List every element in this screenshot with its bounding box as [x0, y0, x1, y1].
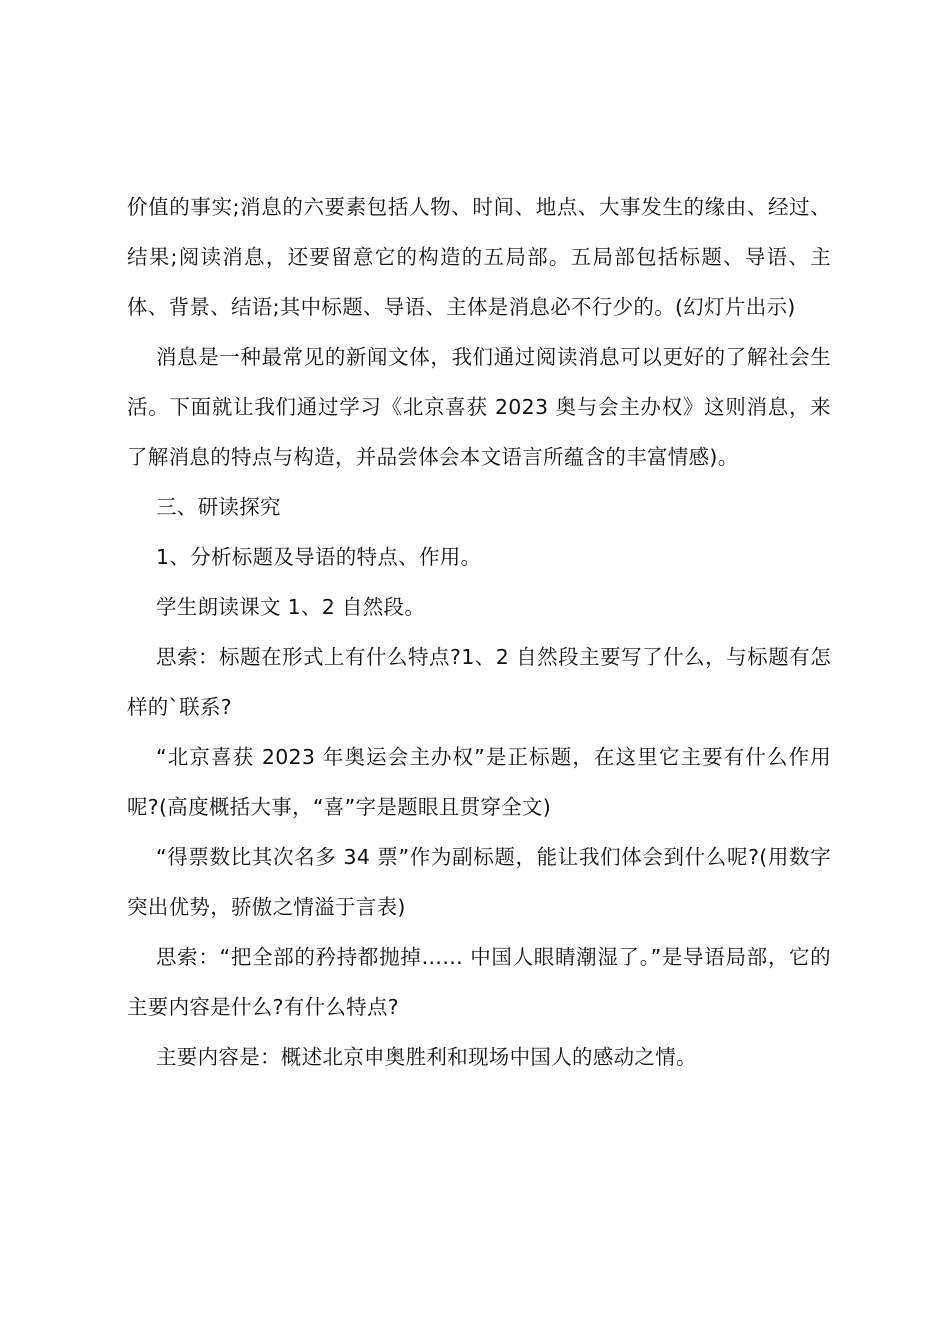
paragraph: “得票数比其次名多 34 票”作为副标题，能让我们体会到什么呢?(用数字突出优势，骄傲之情溢于言表)	[127, 845, 831, 919]
paragraph: 学生朗读课文 1、2 自然段。	[156, 595, 426, 619]
paragraph: 主要内容是：概述北京申奥胜利和现场中国人的感动之情。	[156, 1045, 697, 1069]
paragraph: 消息是一种最常见的新闻文体，我们通过阅读消息可以更好的了解社会生活。下面就让我们通过学习《北京喜获 2023 奥与会主办权》这则消息，来了解消息的特点与构造，并品尝体会本文语言所蕴含的丰富情感)。	[127, 345, 831, 469]
paragraph: 价值的事实;消息的六要素包括人物、时间、地点、大事发生的缘由、经过、结果;阅读消息，还要留意它的构造的五局部。五局部包括标题、导语、主体、背景、结语;其中标题、导语、主体是消息必不行少的。(幻灯片出示)	[127, 195, 831, 319]
paragraph: 思索：“把全部的矜持都抛掉…… 中国人眼睛潮湿了。”是导语局部，它的主要内容是什么?有什么特点?	[127, 945, 831, 1019]
paragraph: “北京喜获 2023 年奥运会主办权”是正标题，在这里它主要有什么作用呢?(高度概括大事，“喜”字是题眼且贯穿全文)	[127, 745, 831, 819]
subsection-heading: 1、分析标题及导语的特点、作用。	[156, 545, 482, 569]
document-body	[127, 182, 831, 1082]
section-heading: 三、研读探究	[156, 495, 281, 519]
paragraph: 思索：标题在形式上有什么特点?1、2 自然段主要写了什么，与标题有怎样的`联系?	[127, 645, 831, 719]
